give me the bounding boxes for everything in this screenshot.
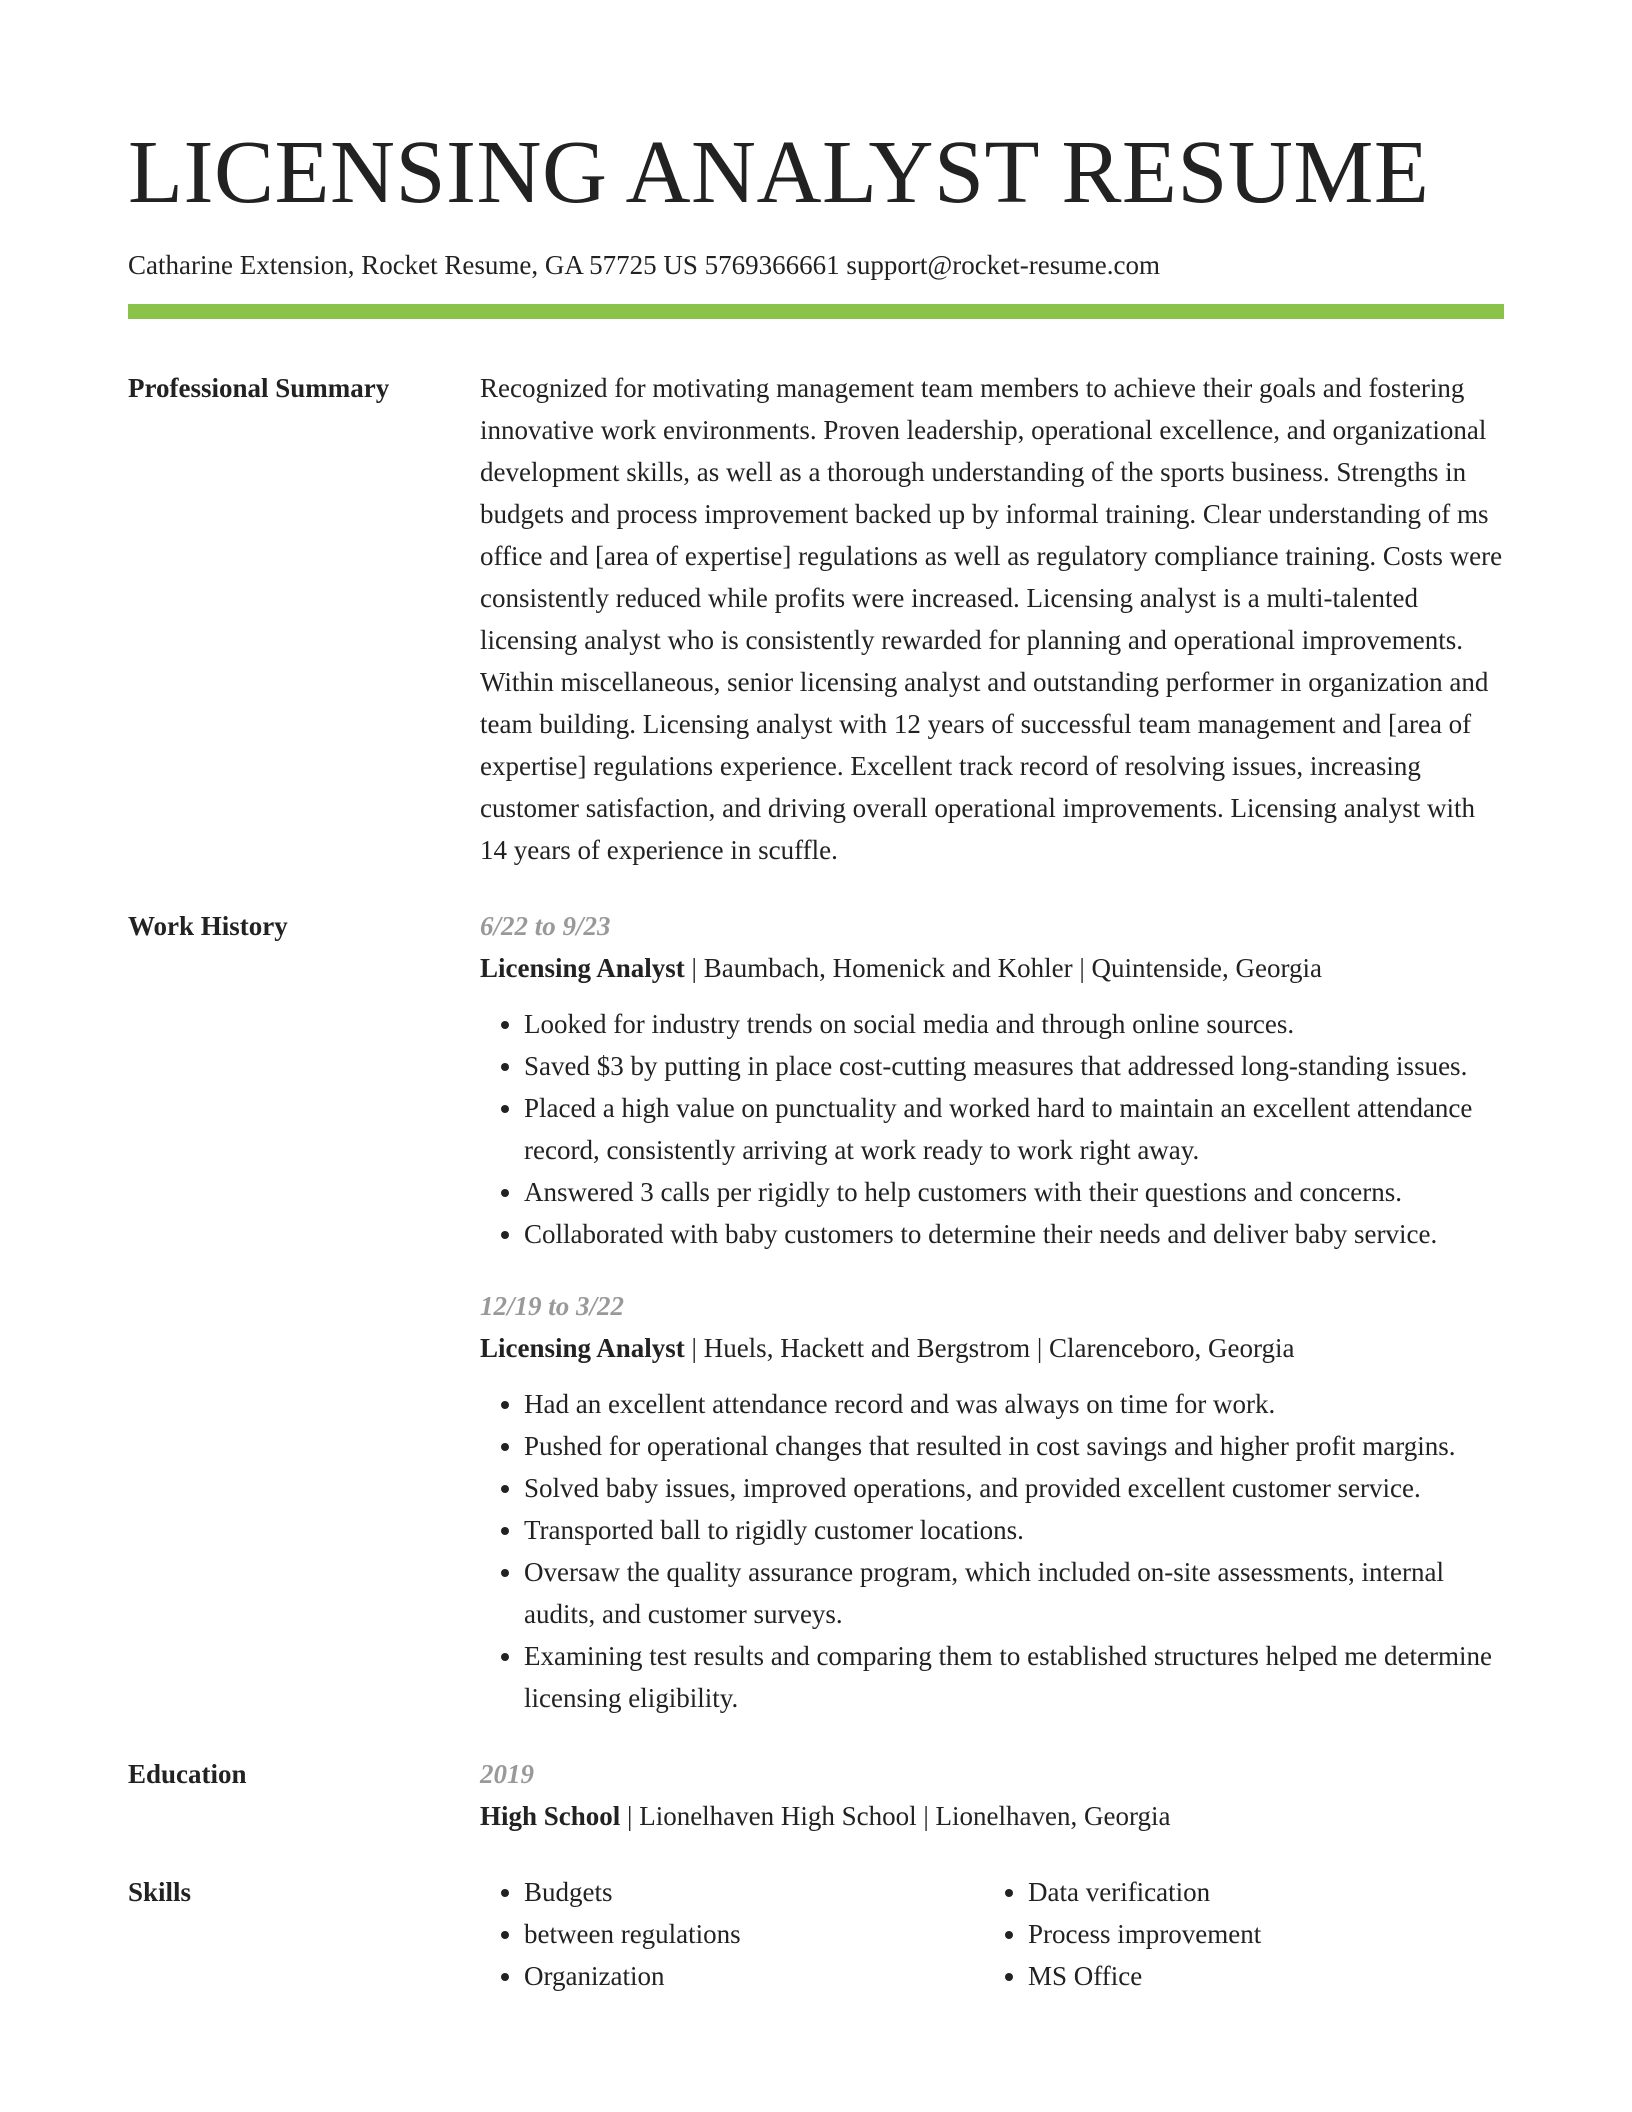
education-body xyxy=(480,1753,1504,1837)
job-role-line xyxy=(480,1327,1504,1369)
job-bullet: • Answered 3 calls per rigidly to help customers with their questions and concerns. xyxy=(524,1171,1504,1213)
skill-item: • Data verification xyxy=(1028,1871,1488,1913)
job-role-line xyxy=(480,947,1504,989)
job-title: Licensing Analyst xyxy=(480,953,685,983)
job-bullet: • Examining test results and comparing them to established structures helped me determine licensing eligibility. xyxy=(524,1635,1504,1719)
skill-item: • Process improvement xyxy=(1028,1913,1488,1955)
work-history-body xyxy=(480,905,1504,1719)
education-details: | Lionelhaven High School | Lionelhaven, Georgia xyxy=(620,1801,1171,1831)
skills-column-right xyxy=(984,1871,1488,1997)
skills-list-left xyxy=(480,1871,984,1997)
job-bullets xyxy=(480,1383,1504,1719)
job-dates: 12/19 to 3/22 xyxy=(480,1291,625,1321)
job-bullet: • Looked for industry trends on social media and through online sources. xyxy=(524,1003,1504,1045)
header-divider xyxy=(128,304,1504,319)
job-dates: 6/22 to 9/23 xyxy=(480,911,611,941)
job-bullet: • Transported ball to rigidly customer locations. xyxy=(524,1509,1504,1551)
skill-item: • Budgets xyxy=(524,1871,984,1913)
section-label-education: Education xyxy=(128,1759,247,1789)
job-bullets xyxy=(480,1003,1504,1255)
skills-grid xyxy=(480,1871,1504,1997)
education-degree: High School xyxy=(480,1801,621,1831)
job-bullet: • Had an excellent attendance record and was always on time for work. xyxy=(524,1383,1504,1425)
skills-column-left xyxy=(480,1871,984,1997)
job-bullet: • Placed a high value on punctuality and worked hard to maintain an excellent attendance record, consistently arriving at work ready to work right away. xyxy=(524,1087,1504,1171)
job-bullet: • Pushed for operational changes that resulted in cost savings and higher profit margins. xyxy=(524,1425,1504,1467)
resume-title: LICENSING ANALYST RESUME xyxy=(128,123,1430,222)
summary-text: Recognized for motivating management team members to achieve their goals and fostering innovative work environments. Proven leadership, operational excellence, and organizational development skills, as well as a thorough understanding of the sports business. Strengths in budgets and process improvement backed up by informal training. Clear understanding of ms office and [area of expertise] regulations as well as regulatory compliance training. Costs were consistently reduced while profits were increased. Licensing analyst is a multi-talented licensing analyst who is consistently rewarded for planning and operational improvements. Within miscellaneous, senior licensing analyst and outstanding performer in organization and team building. Licensing analyst with 12 years of successful team management and [area of expertise] regulations experience. Excellent track record of resolving issues, increasing customer satisfaction, and driving overall operational improvements. Licensing analyst with 14 years of experience in scuffle. xyxy=(480,373,1503,865)
skills-body xyxy=(480,1871,1504,1997)
job-bullet: • Oversaw the quality assurance program, which included on-site assessments, internal audits, and customer surveys. xyxy=(524,1551,1504,1635)
skill-item: • MS Office xyxy=(1028,1955,1488,1997)
section-label-skills: Skills xyxy=(128,1877,192,1907)
education-line xyxy=(480,1795,1504,1837)
job-bullet: • Collaborated with baby customers to determine their needs and deliver baby service. xyxy=(524,1213,1504,1255)
summary-section xyxy=(128,367,1504,871)
job-details: | Huels, Hackett and Bergstrom | Clarenceboro, Georgia xyxy=(684,1333,1295,1363)
contact-info: Catharine Extension, Rocket Resume, GA 57725 US 5769366661 support@rocket-resume.com xyxy=(128,250,1160,280)
education-section xyxy=(128,1753,1504,1837)
skills-section xyxy=(128,1871,1504,1997)
work-history-section xyxy=(128,905,1504,1719)
section-label-summary: Professional Summary xyxy=(128,373,390,403)
skill-item: • between regulations xyxy=(524,1913,984,1955)
summary-body xyxy=(480,367,1504,871)
skills-list-right xyxy=(984,1871,1488,1997)
skill-item: • Organization xyxy=(524,1955,984,1997)
job-entry xyxy=(480,1285,1504,1719)
job-title: Licensing Analyst xyxy=(480,1333,685,1363)
job-bullet: • Saved $3 by putting in place cost-cutting measures that addressed long-standing issues. xyxy=(524,1045,1504,1087)
job-bullet: • Solved baby issues, improved operations, and provided excellent customer service. xyxy=(524,1467,1504,1509)
education-year: 2019 xyxy=(480,1759,534,1789)
section-label-work-history: Work History xyxy=(128,911,288,941)
job-entry xyxy=(480,905,1504,1255)
job-details: | Baumbach, Homenick and Kohler | Quintenside, Georgia xyxy=(684,953,1322,983)
